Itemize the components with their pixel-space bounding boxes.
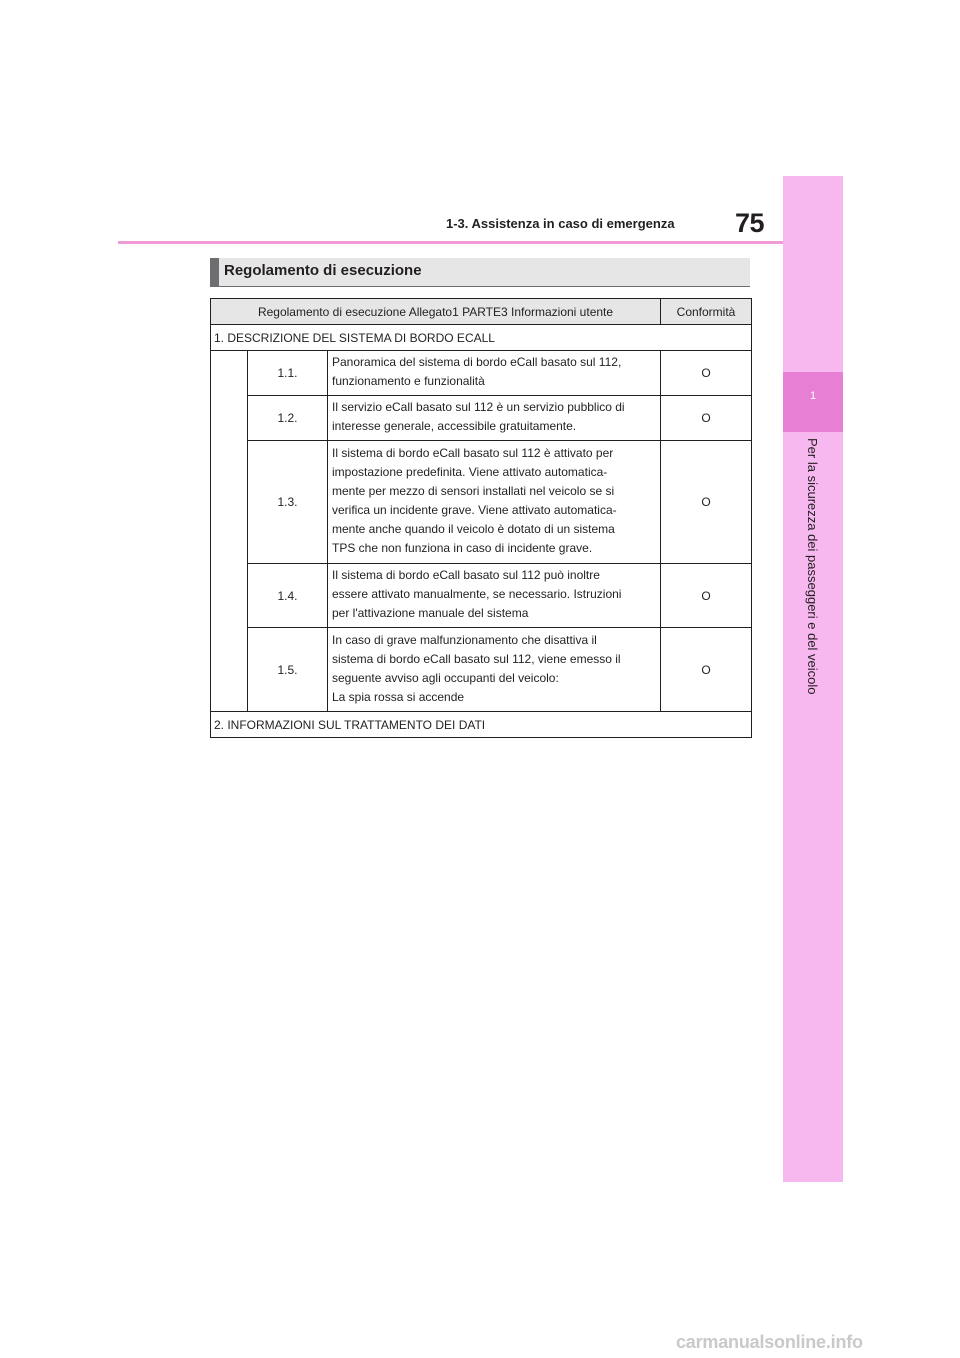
table-row [211,351,752,396]
description-line: interesse generale, accessibile gratuitamente. [332,419,577,433]
row-conformity: O [661,351,752,396]
section-heading [210,258,750,286]
page-number: 75 [735,208,765,238]
group-title-1: 1. DESCRIZIONE DEL SISTEMA DI BORDO ECALL [211,325,752,351]
header-rule [118,241,783,244]
table-row [211,564,752,628]
row-number: 1.5. [248,628,328,712]
indent-cell [211,351,248,396]
description-line: sistema di bordo eCall basato sul 112, viene emesso il [332,651,621,666]
description-line: mente anche quando il veicolo è dotato di un sistema [332,522,615,536]
description-line: funzionamento e funzionalità [332,374,485,388]
description-line: La spia rossa si accende [332,689,465,704]
row-conformity: O [661,441,752,564]
description-line: per l'attivazione manuale del sistema [332,606,529,620]
description-line: In caso di grave malfunzionamento che disattiva il [332,632,597,647]
indent-cell [211,628,248,712]
regulation-table [210,298,752,738]
description-line: Panoramica del sistema di bordo eCall basato sul 112, [332,355,622,369]
row-number: 1.4. [248,564,328,628]
description-line: essere attivato manualmente, se necessario. Istruzioni [332,587,622,601]
row-description [328,628,661,712]
description-line: Il servizio eCall basato sul 112 è un servizio pubblico di [332,400,625,414]
group-title-2: 2. INFORMAZIONI SUL TRATTAMENTO DEI DATI [211,712,752,738]
indent-cell [211,396,248,441]
table-header-conformity: Conformità [661,299,752,325]
row-description [328,396,661,441]
table-group-row [211,712,752,738]
table-row [211,441,752,564]
row-conformity: O [661,564,752,628]
chapter-title: Per la sicurezza dei passeggeri e del veicolo [805,438,820,695]
chapter-number: 1 [809,390,817,402]
heading-underline [210,286,750,287]
table-row [211,628,752,712]
description-line: verifica un incidente grave. Viene attivato automatica- [332,503,617,517]
section-heading-text: Regolamento di esecuzione [224,262,422,279]
row-conformity: O [661,396,752,441]
description-line: impostazione predefinita. Viene attivato automatica- [332,465,608,479]
description-line: Il sistema di bordo eCall basato sul 112 è attivato per [332,446,614,460]
row-number: 1.1. [248,351,328,396]
description-line: mente per mezzo di sensori installati nel veicolo se si [332,484,615,498]
description-line: TPS che non funziona in caso di incidente grave. [332,541,593,555]
indent-cell [211,564,248,628]
description-line: seguente avviso agli occupanti del veicolo: [332,670,559,685]
watermark-text: carmanualsonline.info [676,1332,863,1352]
table-header-row [211,299,752,325]
table-row [211,396,752,441]
row-conformity: O [661,628,752,712]
indent-cell [211,441,248,564]
description-line: Il sistema di bordo eCall basato sul 112 può inoltre [332,568,600,582]
row-description [328,351,661,396]
row-description [328,564,661,628]
heading-accent-bar [210,258,219,286]
chapter-number-box [783,372,843,432]
table-group-row [211,325,752,351]
row-description [328,441,661,564]
row-number: 1.3. [248,441,328,564]
section-title: 1-3. Assistenza in caso di emergenza [446,216,675,231]
table-header-requirement: Regolamento di esecuzione Allegato1 PARTE3 Informazioni utente [211,299,661,325]
row-number: 1.2. [248,396,328,441]
chapter-side-tab [783,176,843,1182]
